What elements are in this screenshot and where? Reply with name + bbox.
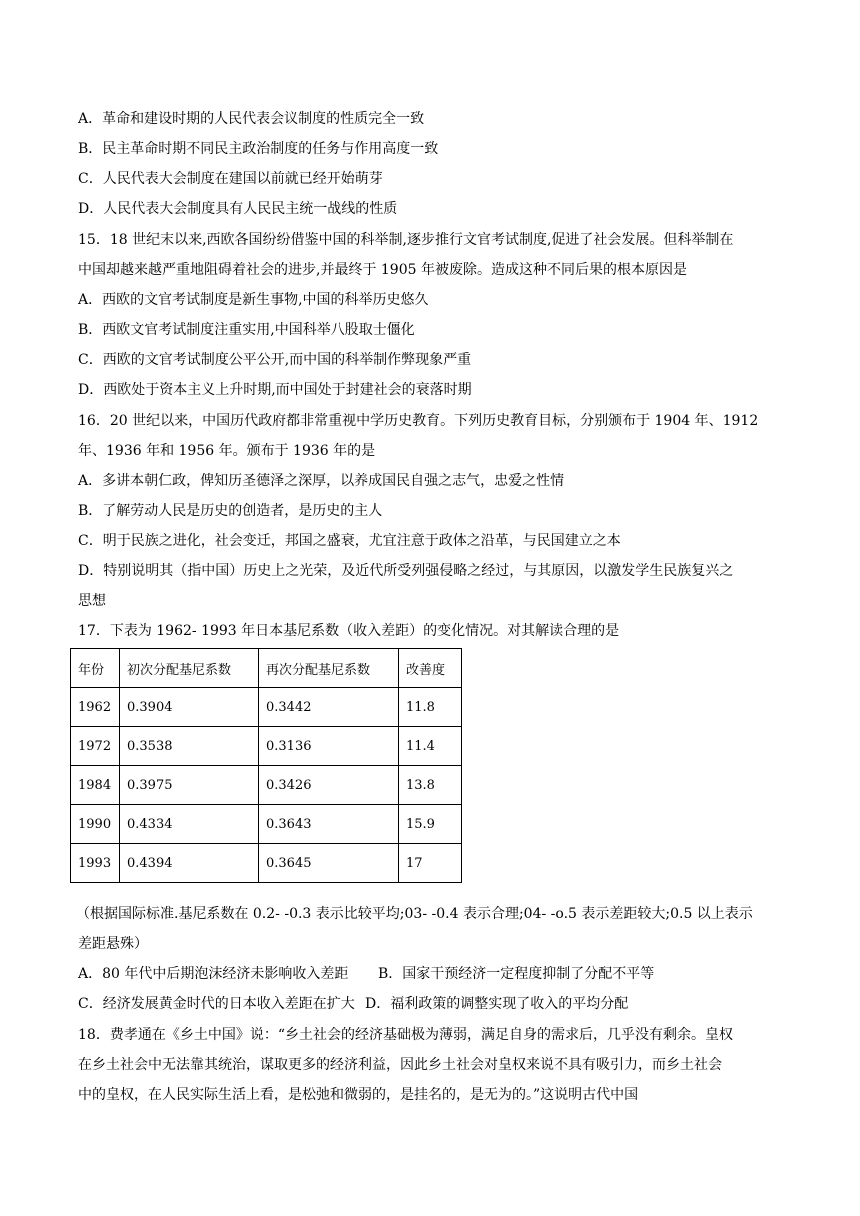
table-cell: 1990 [71,805,120,844]
table-row [71,805,462,844]
table-cell: 0.4334 [120,805,259,844]
q14-option-b: B．民主革命时期不同民主政治制度的任务与作用高度一致 [78,141,439,157]
table-cell: 15.9 [399,805,462,844]
table-row [71,688,462,727]
table-cell: 17 [399,844,462,883]
table-cell: 0.3538 [120,727,259,766]
q16-option-a: A．多讲本朝仁政，俾知历圣德泽之深厚，以养成国民自强之志气，忠爱之性情 [78,473,565,489]
table-header-cell: 初次分配基尼系数 [120,649,259,688]
q16-option-d-continued: 思想 [78,593,106,609]
table-row [71,766,462,805]
q17-stem: 17．下表为 1962- 1993 年日本基尼系数（收入差距）的变化情况。对其解读合理的是 [78,623,620,639]
table-cell: 0.3426 [259,766,399,805]
table-cell: 11.8 [399,688,462,727]
table-cell: 1984 [71,766,120,805]
q15-option-c: C．西欧的文官考试制度公平公开,而中国的科举制作弊现象严重 [78,352,472,368]
table-header-row [71,649,462,688]
table-row [71,727,462,766]
q17-note-line-2: 差距悬殊） [78,936,148,952]
table-cell: 0.3643 [259,805,399,844]
table-cell: 13.8 [399,766,462,805]
q17-option-c: C．经济发展黄金时代的日本收入差距在扩大 [78,996,355,1012]
q17-option-a: A．80 年代中后期泡沫经济未影响收入差距 [78,966,349,982]
table-header-cell: 年份 [71,649,120,688]
gini-table [70,648,462,883]
table-cell: 1972 [71,727,120,766]
table-header-cell: 改善度 [399,649,462,688]
q17-note-line-1: （根据国际标准.基尼系数在 0.2- -0.3 表示比较平均;03- -0.4 表示合理;04- -o.5 表示差距较大;0.5 以上表示 [76,906,753,922]
q14-option-a: A．革命和建设时期的人民代表会议制度的性质完全一致 [78,111,425,127]
q18-line-2: 在乡土社会中无法靠其统治，谋取更多的经济利益，因此乡土社会对皇权来说不具有吸引力，而乡土社会 [78,1057,722,1073]
table-cell: 1962 [71,688,120,727]
table-cell: 0.3136 [259,727,399,766]
table-header-cell: 再次分配基尼系数 [259,649,399,688]
table-row [71,844,462,883]
q15-option-d: D．西欧处于资本主义上升时期,而中国处于封建社会的衰落时期 [78,382,472,398]
q14-option-d: D．人民代表大会制度具有人民民主统一战线的性质 [78,201,398,217]
q16-option-b: B．了解劳动人民是历史的创造者，是历史的主人 [78,503,383,519]
q18-line-1: 18．费孝通在《乡土中国》说：“乡土社会的经济基础极为薄弱，满足自身的需求后，几乎没有剩余。皇权 [78,1027,733,1043]
q17-option-b: B．国家干预经济一定程度抑制了分配不平等 [378,966,655,982]
q16-stem-line-2: 年、1936 年和 1956 年。颁布于 1936 年的是 [78,443,376,459]
table-cell: 0.3904 [120,688,259,727]
table-cell: 11.4 [399,727,462,766]
q15-option-a: A．西欧的文官考试制度是新生事物,中国的科举历史悠久 [78,292,429,308]
q14-option-c: C．人民代表大会制度在建国以前就已经开始萌芽 [78,171,383,187]
q15-stem-line-2: 中国却越来越严重地阻碍着社会的进步,并最终于 1905 年被废除。造成这种不同后果的根本原因是 [78,262,687,278]
table-cell: 0.3975 [120,766,259,805]
table-cell: 0.3645 [259,844,399,883]
table-cell: 1993 [71,844,120,883]
q16-option-d: D．特别说明其（指中国）历史上之光荣，及近代所受列强侵略之经过，与其原因，以激发学生民族复兴之 [78,563,734,579]
table-cell: 0.3442 [259,688,399,727]
q16-stem-line-1: 16．20 世纪以来，中国历代政府都非常重视中学历史教育。下列历史教育目标，分别颁布于 1904 年、1912 [78,413,759,429]
q17-option-d: D．福利政策的调整实现了收入的平均分配 [365,996,629,1012]
q15-option-b: B．西欧文官考试制度注重实用,中国科举八股取士僵化 [78,322,415,338]
q16-option-c: C．明于民族之进化，社会变迁，邦国之盛衰，尤宜注意于政体之沿革，与民国建立之本 [78,533,621,549]
table-cell: 0.4394 [120,844,259,883]
q18-line-3: 中的皇权，在人民实际生活上看，是松弛和微弱的，是挂名的，是无为的。”这说明古代中国 [78,1087,639,1103]
q15-stem-line-1: 15．18 世纪末以来,西欧各国纷纷借鉴中国的科举制,逐步推行文官考试制度,促进了社会发展。但科举制在 [78,232,734,248]
